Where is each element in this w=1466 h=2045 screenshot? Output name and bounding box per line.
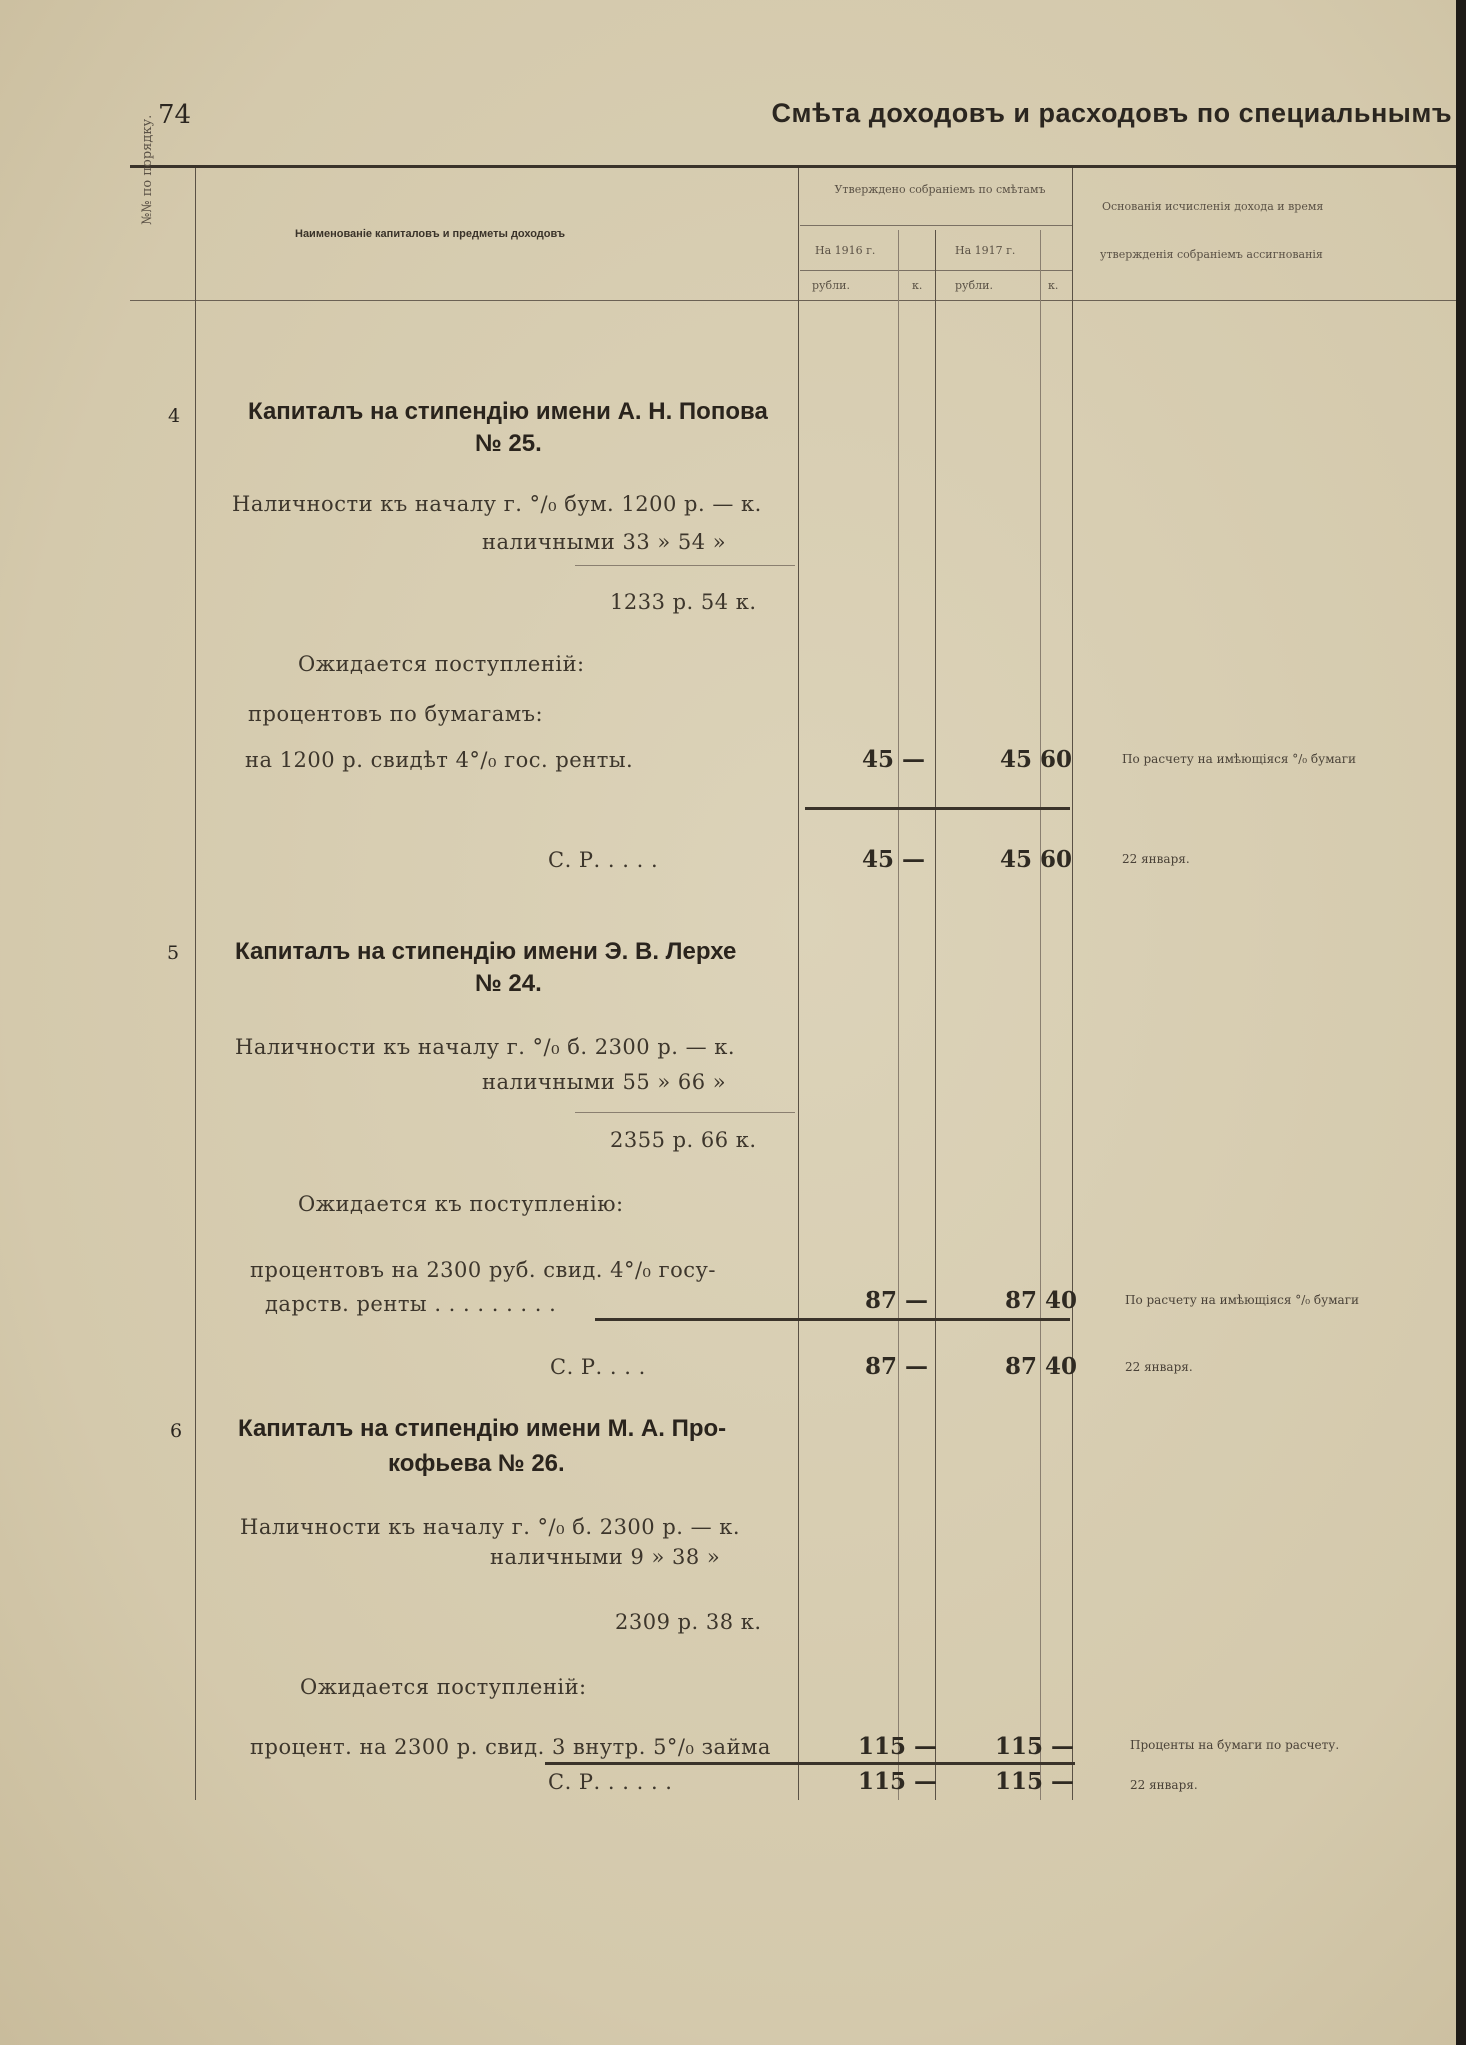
- expected-heading: Ожидается поступленій:: [298, 652, 585, 676]
- sum-label: С. Р. . . . .: [548, 848, 659, 872]
- capital-title: Капиталъ на стипендію имени Э. В. Лерхе: [235, 938, 737, 965]
- value-1916: 87 —: [865, 1287, 929, 1314]
- income-item-2: дарств. ренты . . . . . . . . .: [265, 1292, 557, 1316]
- capital-total: 2309 р. 38 к.: [615, 1610, 762, 1634]
- income-item: процент. на 2300 р. свид. 3 внутр. 5°/₀ займа: [250, 1735, 771, 1759]
- col-header-approved: Утверждено собраніемъ по смѣтамъ: [834, 183, 1046, 196]
- total-rule: [575, 565, 795, 566]
- basis-note: По расчету на имѣющіяся °/₀ бумаги: [1125, 1293, 1359, 1307]
- sum-label: С. Р. . . . . .: [548, 1770, 673, 1794]
- value-1917: 115 —: [995, 1733, 1075, 1760]
- sum-1917: 115 —: [995, 1768, 1075, 1795]
- page-title: Смѣта доходовъ и расходовъ по специальнымъ: [771, 98, 1452, 128]
- cash-line: Наличности къ началу г. °/₀ б. 2300 р. — к.: [240, 1515, 741, 1539]
- sum-1916: 45 —: [862, 846, 926, 873]
- row-number: 4: [168, 405, 181, 427]
- col-header-1916: На 1916 г.: [815, 244, 876, 257]
- capital-title: Капиталъ на стипендію имени М. А. Про-: [238, 1415, 727, 1442]
- col-rule-name: [798, 168, 799, 1800]
- sum-1917: 87 40: [1005, 1353, 1078, 1380]
- basis-date: 22 января.: [1122, 852, 1190, 866]
- capital-title-line2: кофьева № 26.: [388, 1450, 565, 1477]
- value-1917: 87 40: [1005, 1287, 1078, 1314]
- sum-1917: 45 60: [1000, 846, 1073, 873]
- basis-date: 22 января.: [1130, 1778, 1198, 1792]
- capital-title: Капиталъ на стипендію имени А. Н. Попова: [248, 398, 768, 425]
- sum-1916: 87 —: [865, 1353, 929, 1380]
- expected-heading: Ожидается къ поступленію:: [298, 1192, 624, 1216]
- table-top-rule: [130, 165, 1456, 168]
- cash-line: Наличности къ началу г. °/₀ б. 2300 р. — к.: [235, 1035, 736, 1059]
- value-1917: 45 60: [1000, 746, 1073, 773]
- subheader-rule-1: [800, 225, 1072, 226]
- row-number: 6: [170, 1420, 183, 1442]
- expected-heading: Ожидается поступленій:: [300, 1675, 587, 1699]
- value-1916: 45 —: [862, 746, 926, 773]
- basis-note: Проценты на бумаги по расчету.: [1130, 1738, 1340, 1752]
- total-rule: [575, 1112, 795, 1113]
- cash-line-2: наличными 55 » 66 »: [482, 1070, 727, 1094]
- capital-title-line2: № 25.: [475, 430, 542, 457]
- capital-total: 1233 р. 54 к.: [610, 590, 757, 614]
- page-number: 74: [158, 100, 192, 130]
- cash-line: Наличности къ началу г. °/₀ бум. 1200 р. — к.: [232, 492, 762, 516]
- cash-line-2: наличными 33 » 54 »: [482, 530, 727, 554]
- sum-1916: 115 —: [858, 1768, 938, 1795]
- income-item: процентовъ по бумагамъ:: [248, 702, 544, 726]
- row-number: 5: [167, 942, 180, 964]
- sum-rule: [545, 1762, 1075, 1765]
- col-rule-k1917: [1040, 230, 1041, 1800]
- basis-note: По расчету на имѣющіяся °/₀ бумаги: [1122, 752, 1356, 766]
- col-header-rub-1917: рубли.: [955, 279, 993, 292]
- capital-total: 2355 р. 66 к.: [610, 1128, 757, 1152]
- sum-rule: [805, 807, 1070, 810]
- col-header-rub-1916: рубли.: [812, 279, 850, 292]
- cash-line-2: наличными 9 » 38 »: [490, 1545, 721, 1569]
- col-header-basis-2: утвержденія собраніемъ ассигнованія: [1100, 248, 1323, 261]
- income-item-2: на 1200 р. свидѣт 4°/₀ гос. ренты.: [245, 748, 634, 772]
- col-rule-1917: [1072, 168, 1073, 1800]
- col-header-number: №№ по порядку.: [140, 114, 155, 225]
- sum-label: С. Р. . . .: [550, 1355, 646, 1379]
- col-header-kop-1916: к.: [912, 279, 923, 292]
- page-edge-shadow: [1456, 0, 1466, 2045]
- header-bottom-rule: [130, 300, 1456, 301]
- income-item: процентовъ на 2300 руб. свид. 4°/₀ госу-: [250, 1258, 716, 1282]
- subheader-rule-2: [800, 270, 1072, 271]
- basis-date: 22 января.: [1125, 1360, 1193, 1374]
- col-header-basis-1: Основанія исчисленія дохода и время: [1102, 200, 1324, 213]
- col-rule-num: [195, 168, 196, 1800]
- col-rule-k1916: [898, 230, 899, 1800]
- sum-rule: [595, 1318, 1070, 1321]
- value-1916: 115 —: [858, 1733, 938, 1760]
- col-rule-1916: [935, 230, 936, 1800]
- col-header-name: Наименованіе капиталовъ и предметы доходовъ: [295, 228, 565, 240]
- col-header-1917: На 1917 г.: [955, 244, 1016, 257]
- col-header-kop-1917: к.: [1048, 279, 1059, 292]
- capital-title-line2: № 24.: [475, 970, 542, 997]
